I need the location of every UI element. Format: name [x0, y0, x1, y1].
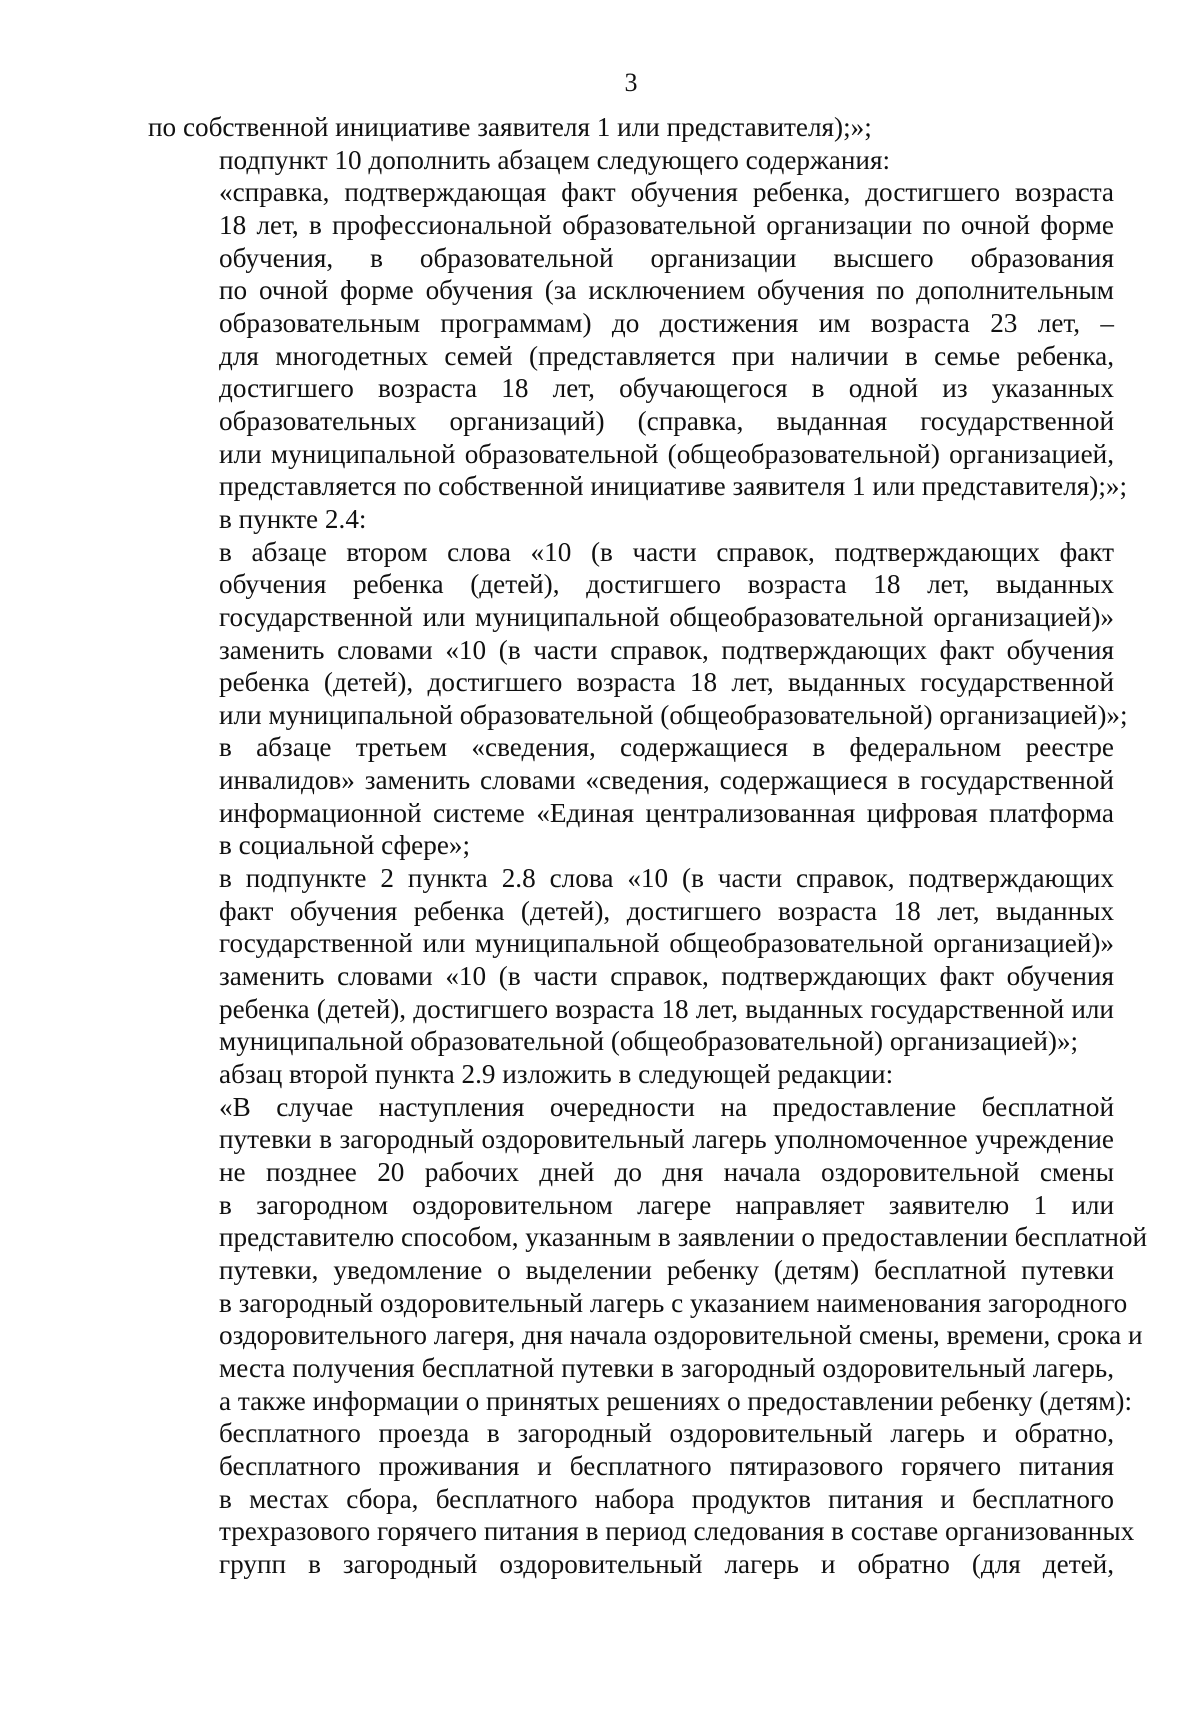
text-line: заменить словами «10 (в части справок, подтверждающих факт обучения [219, 961, 1114, 992]
text-line: в загородный оздоровительный лагерь с указанием наименования загородного [219, 1287, 1128, 1318]
text-line: в загородном оздоровительном лагере направляет заявителю 1 или [219, 1189, 1114, 1220]
text-line: ребенка (детей), достигшего возраста 18 лет, выданных государственной или [219, 993, 1114, 1024]
paragraph [148, 1091, 1148, 1581]
text-line: или муниципальной образовательной (общеобразовательной) организацией)»; [219, 699, 1128, 730]
paragraph [148, 731, 1114, 862]
page-number: 3 [624, 68, 638, 97]
text-line: по собственной инициативе заявителя 1 или представителя);»; [148, 112, 872, 142]
text-line: «В случае наступления очередности на предоставление бесплатной [219, 1091, 1114, 1122]
text-line: «справка, подтверждающая факт обучения ребенка, достигшего возраста [219, 177, 1114, 208]
text-line: государственной или муниципальной общеобразовательной организацией)» [219, 601, 1114, 632]
paragraph [148, 862, 1114, 1058]
text-line: представляется по собственной инициативе заявителя 1 или представителя);»; [219, 471, 1128, 502]
text-line: обучения, в образовательной организации высшего образования [219, 242, 1114, 273]
text-line: для многодетных семей (представляется при наличии в семье ребенка, [219, 340, 1114, 371]
text-line: по очной форме обучения (за исключением обучения по дополнительным [219, 275, 1114, 306]
text-line: а также информации о принятых решениях о предоставлении ребенку (детям): [219, 1385, 1133, 1416]
text-line: или муниципальной образовательной (общеобразовательной) организацией, [219, 438, 1114, 469]
text-line: в местах сбора, бесплатного набора продуктов питания и бесплатного [219, 1483, 1114, 1514]
text-line: образовательным программам) до достижения им возраста 23 лет, – [219, 307, 1114, 338]
text-line: в абзаце втором слова «10 (в части справок, подтверждающих факт [219, 536, 1114, 567]
text-line: инвалидов» заменить словами «сведения, содержащиеся в государственной [219, 765, 1114, 796]
text-line: в социальной сфере»; [219, 830, 471, 861]
text-line: путевки в загородный оздоровительный лагерь уполномоченное учреждение [219, 1124, 1114, 1155]
text-line: заменить словами «10 (в части справок, подтверждающих факт обучения [219, 634, 1114, 665]
paragraph [148, 536, 1128, 732]
text-line: информационной системе «Единая централизованная цифровая платформа [219, 797, 1114, 828]
text-line: ребенка (детей), достигшего возраста 18 лет, выданных государственной [219, 667, 1114, 698]
text-line: групп в загородный оздоровительный лагерь и обратно (для детей, [219, 1548, 1114, 1579]
text-line: подпункт 10 дополнить абзацем следующего содержания: [219, 144, 891, 175]
text-line: образовательных организаций) (справка, выданная государственной [219, 405, 1114, 436]
text-line: бесплатного проезда в загородный оздоровительный лагерь и обратно, [219, 1418, 1114, 1449]
text-line: государственной или муниципальной общеобразовательной организацией)» [219, 928, 1114, 959]
paragraph [148, 1058, 1114, 1091]
text-line: бесплатного проживания и бесплатного пятиразового горячего питания [219, 1450, 1114, 1481]
text-line: 18 лет, в профессиональной образовательной организации по очной форме [219, 209, 1114, 240]
text-line: достигшего возраста 18 лет, обучающегося в одной из указанных [219, 373, 1114, 404]
text-line: представителю способом, указанным в заявлении о предоставлении бесплатной [219, 1222, 1148, 1253]
text-line: в пункте 2.4: [219, 503, 367, 534]
text-line: оздоровительного лагеря, дня начала оздоровительной смены, времени, срока и [219, 1320, 1143, 1351]
paragraph [148, 111, 1114, 144]
text-line: в подпункте 2 пункта 2.8 слова «10 (в части справок, подтверждающих [219, 863, 1114, 894]
text-line: абзац второй пункта 2.9 изложить в следующей редакции: [219, 1059, 894, 1090]
document-body [148, 111, 1148, 1581]
text-line: обучения ребенка (детей), достигшего возраста 18 лет, выданных [219, 569, 1114, 600]
text-line: не позднее 20 рабочих дней до дня начала оздоровительной смены [219, 1157, 1114, 1187]
text-line: в абзаце третьем «сведения, содержащиеся в федеральном реестре [219, 732, 1114, 763]
text-line: трехразового горячего питания в период следования в составе организованных [219, 1516, 1135, 1547]
paragraph [148, 176, 1128, 503]
text-line: путевки, уведомление о выделении ребенку (детям) бесплатной путевки [219, 1254, 1114, 1285]
text-line: муниципальной образовательной (общеобразовательной) организацией)»; [219, 1026, 1079, 1057]
paragraph [148, 503, 1114, 536]
text-line: факт обучения ребенка (детей), достигшего возраста 18 лет, выданных [219, 895, 1114, 926]
text-line: места получения бесплатной путевки в загородный оздоровительный лагерь, [219, 1352, 1114, 1383]
paragraph [148, 144, 1114, 177]
